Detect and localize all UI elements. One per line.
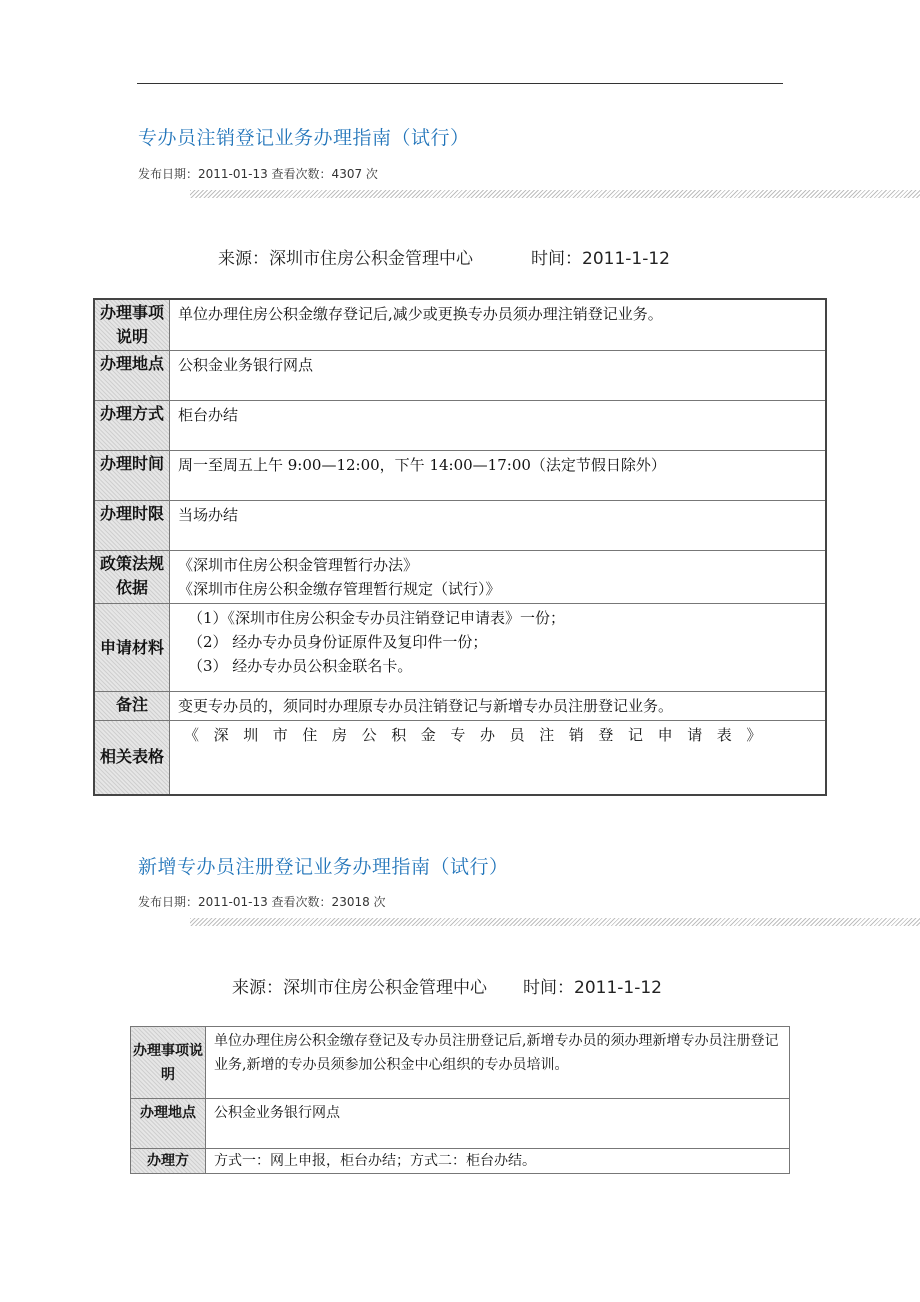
row-value: 单位办理住房公积金缴存登记及专办员注册登记后,新增专办员的须办理新增专办员注册登记业务,新增的专办员须参加公积金中心组织的专办员培训。 <box>206 1027 790 1099</box>
time-text: 时间：2011-1-12 <box>531 249 670 269</box>
hatch-divider <box>190 918 920 926</box>
table-row <box>94 692 826 721</box>
row-label: 办理时间 <box>94 451 170 501</box>
source-line <box>232 973 662 998</box>
row-value: 公积金业务银行网点 <box>206 1099 790 1149</box>
row-value: 柜台办结 <box>170 401 827 451</box>
row-value: 公积金业务银行网点 <box>170 351 827 401</box>
table-row <box>94 721 826 795</box>
guide-table <box>93 298 827 796</box>
row-value: 方式一：网上申报，柜台办结；方式二：柜台办结。 <box>206 1149 790 1174</box>
row-label: 办理方 <box>131 1149 206 1174</box>
guide-table <box>130 1026 790 1174</box>
source-line <box>218 244 670 269</box>
row-value: 《深圳市住房公积金管理暂行办法》 《深圳市住房公积金缴存管理暂行规定（试行）》 <box>170 551 827 604</box>
hatch-divider <box>190 190 920 198</box>
table-row <box>131 1149 790 1174</box>
table-row <box>94 351 826 401</box>
table-row <box>94 401 826 451</box>
row-label: 备注 <box>94 692 170 721</box>
table-row <box>94 551 826 604</box>
row-label: 办理地点 <box>131 1099 206 1149</box>
article-title[interactable]: 新增专办员注册登记业务办理指南（试行） <box>138 856 509 878</box>
row-value: 周一至周五上午 9:00—12:00，下午 14:00—17:00（法定节假日除外） <box>170 451 827 501</box>
row-value: （1）《深圳市住房公积金专办员注销登记申请表》一份； （2） 经办专办员身份证原件及复印件一份； （3） 经办专办员公积金联名卡。 <box>170 604 827 692</box>
row-value <box>170 721 827 795</box>
table-row <box>94 604 826 692</box>
row-label: 办理事项说明 <box>131 1027 206 1099</box>
table-row <box>94 299 826 351</box>
article-title[interactable]: 专办员注销登记业务办理指南（试行） <box>138 127 470 149</box>
table-row <box>131 1099 790 1149</box>
row-value: 当场办结 <box>170 501 827 551</box>
row-label: 申请材料 <box>94 604 170 692</box>
top-rule <box>137 83 783 84</box>
row-label: 相关表格 <box>94 721 170 795</box>
time-text: 时间：2011-1-12 <box>523 978 662 998</box>
article-meta: 发布日期：2011-01-13 查看次数：23018 次 <box>138 895 386 909</box>
table-row <box>94 451 826 501</box>
row-label: 办理地点 <box>94 351 170 401</box>
row-value: 单位办理住房公积金缴存登记后,减少或更换专办员须办理注销登记业务。 <box>170 299 827 351</box>
table-row <box>94 501 826 551</box>
row-label: 办理事项说明 <box>94 299 170 351</box>
source-text: 来源：深圳市住房公积金管理中心 <box>218 249 473 269</box>
source-text: 来源：深圳市住房公积金管理中心 <box>232 978 487 998</box>
row-label: 办理方式 <box>94 401 170 451</box>
table-row <box>131 1027 790 1099</box>
row-label: 政策法规依据 <box>94 551 170 604</box>
related-form-link[interactable]: 《深圳市住房公积金专办员注销登记申请表》 <box>184 726 777 744</box>
row-label: 办理时限 <box>94 501 170 551</box>
article-meta: 发布日期：2011-01-13 查看次数：4307 次 <box>138 167 378 181</box>
row-value: 变更专办员的，须同时办理原专办员注销登记与新增专办员注册登记业务。 <box>170 692 827 721</box>
